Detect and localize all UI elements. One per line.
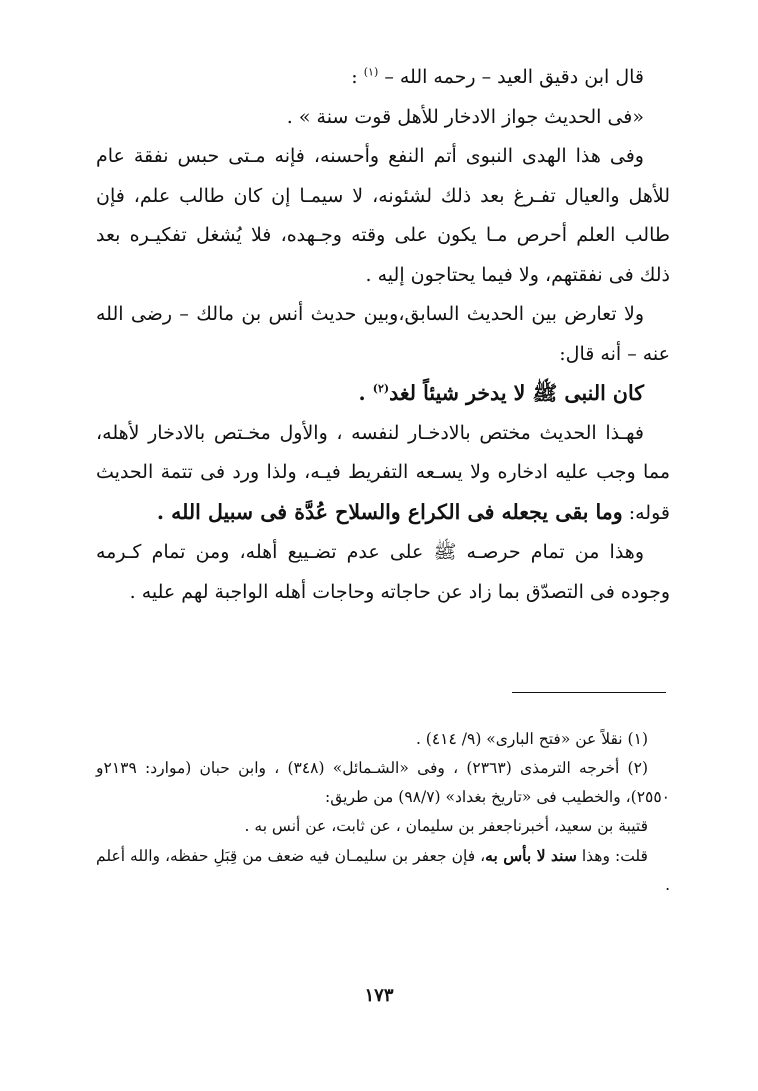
footnotes xyxy=(96,725,670,900)
verdict-bold: سند لا بأس به xyxy=(485,846,577,865)
footnote-2-chain: قتيبة بن سعيد، أخبرناجعفر بن سليمان ، عن ثابت، عن أنس به . xyxy=(244,817,648,835)
paragraph-conclusion: وهذا من تمام حرصـه ﷺ على عدم تضـييع أهله، ومن تمام كـرمه وجوده فى التصدّق بما زاد عن حاجاته وحاجات أهله الواجبة لهم عليه . xyxy=(96,541,670,603)
paragraph-no-contradiction: ولا تعارض بين الحديث السابق،وبين حديث أنس بن مالك – رضى الله عنه – أنه قال: xyxy=(96,303,670,365)
page-number: ١٧٣ xyxy=(364,985,394,1006)
paragraph-explanation xyxy=(96,414,670,534)
quote-intro-end: : xyxy=(351,66,364,88)
footnote-ref-2[interactable]: (٢) xyxy=(372,382,390,396)
paragraph-quote: «فى الحديث جواز الادخار للأهل قوت سنة » . xyxy=(286,105,644,128)
hadith-end: . xyxy=(358,381,373,405)
paragraph-hadith xyxy=(96,374,670,414)
footnote-2: (٢) أخرجه الترمذى (٢٣٦٣) ، وفى «الشـمائل» (٣٤٨) ، وابن حبان (موارد: ٢١٣٩و ٢٥٥٠)، والخطيب فى «تاريخ بغداد» (٩٨/٧) من طريق: xyxy=(96,759,670,806)
paragraph-quote-intro xyxy=(96,58,670,98)
explanation-text: فهـذا الحديث مختص بالادخـار لنفسه ، والأول مخـتص بالادخار لأهله، مما وجب عليه ادخاره ولا يسـعه التفريط فيـه، ولذا ورد فى تتمة الحديث قوله: xyxy=(96,421,670,524)
hadith-text: كان النبى ﷺ لا يدخر شيئاً لغد xyxy=(389,381,644,405)
hadith-continuation: وما بقى يجعله فى الكراع والسلاح عُدَّة فى سبيل الله . xyxy=(156,499,623,524)
footnote-ref-1[interactable]: (١) xyxy=(363,65,379,79)
verdict-intro: قلت: وهذا xyxy=(576,847,648,865)
footnote-2-verdict xyxy=(96,841,670,900)
footnote-1: (١) نقلاً عن «فتح البارى» (٩/ ٤١٤) . xyxy=(415,730,648,748)
verdict-rest: ، فإن جعفر بن سليمـان فيه ضعف من قِبَلِ حفظه، والله أعلم . xyxy=(96,847,670,894)
main-text xyxy=(96,58,670,612)
footnote-separator xyxy=(512,692,666,693)
quote-intro-text: قال ابن دقيق العيد – رحمه الله – xyxy=(384,66,644,88)
paragraph-commentary: وفى هذا الهدى النبوى أتم النفع وأحسنه، فإنه مـتى حبس نفقة عام للأهل والعيال تفـرغ بعد ذلك لشئونه، لا سيمـا إن كان طالب علم، فإن طالب العلم أحرص مـا يكون على وقته وجـهده، فلا يُشغل تفكيـره بعد ذلك فى نفقتهم، ولا فيما يحتاجون إليه . xyxy=(96,145,670,286)
